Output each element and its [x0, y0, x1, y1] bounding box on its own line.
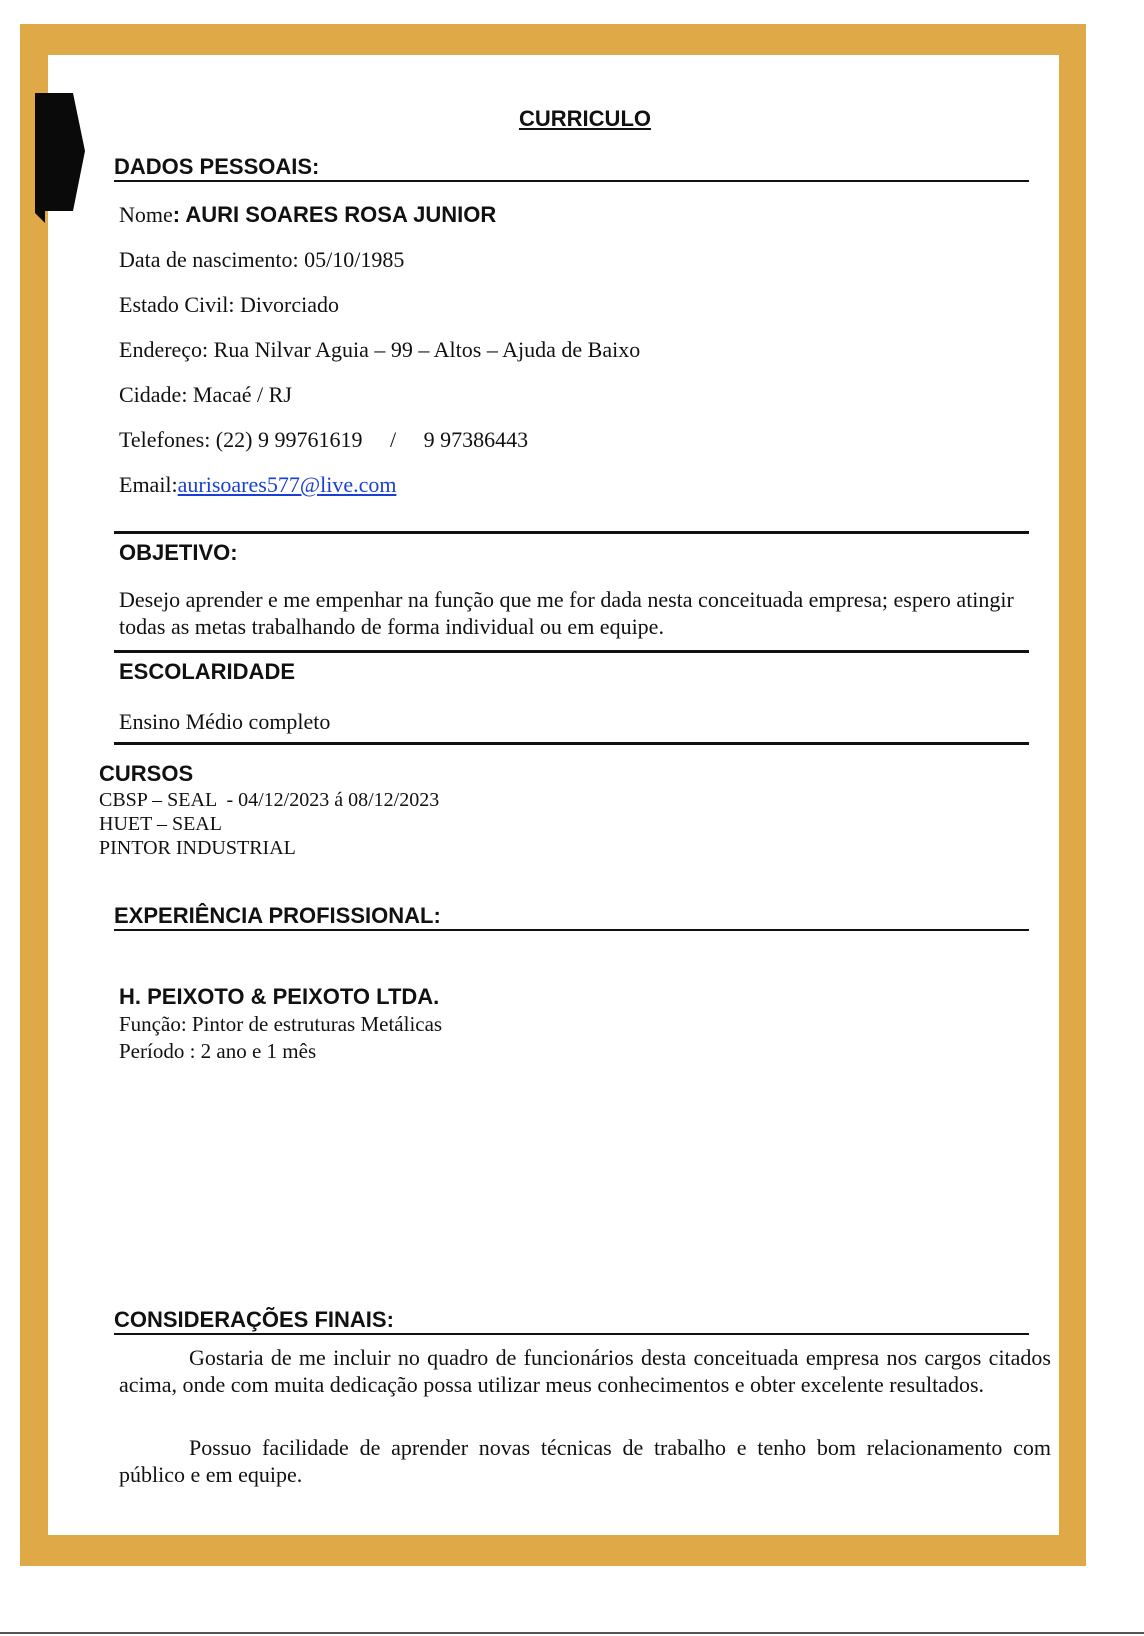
final-paragraph: Gostaria de me incluir no quadro de funcionários desta conceituada empresa nos cargos citados acima, onde com muita dedicação possa utilizar meus conhecimentos e obter excelente resultados.	[119, 1345, 1051, 1397]
course-item: PINTOR INDUSTRIAL	[99, 837, 296, 859]
section-heading-objective: OBJETIVO:	[119, 540, 238, 565]
name-value: : AURI SOARES ROSA JUNIOR	[172, 202, 497, 227]
divider	[114, 742, 1029, 745]
section-heading-education: ESCOLARIDADE	[119, 659, 296, 684]
email-line	[119, 472, 396, 498]
section-heading-experience: EXPERIÊNCIA PROFISSIONAL:	[114, 903, 1029, 931]
email-link[interactable]: aurisoares577@live.com	[177, 472, 397, 497]
divider	[114, 650, 1029, 653]
objective-text: Desejo aprender e me empenhar na função que me for dada nesta conceituada empresa; espero atingir todas as metas trabalhando de forma individual ou em equipe.	[119, 587, 1014, 639]
job-role: Função: Pintor de estruturas Metálicas	[119, 1012, 443, 1036]
section-heading-courses: CURSOS	[99, 761, 194, 786]
phones: Telefones: (22) 9 99761619 / 9 97386443	[119, 427, 529, 452]
course-item: HUET – SEAL	[99, 813, 222, 835]
name-line	[119, 202, 496, 228]
name-label: Nome	[119, 202, 173, 227]
job-period: Período : 2 ano e 1 mês	[119, 1039, 317, 1063]
section-heading-final: CONSIDERAÇÕES FINAIS:	[114, 1307, 1029, 1335]
education-text: Ensino Médio completo	[119, 709, 331, 734]
civil-status: Estado Civil: Divorciado	[119, 292, 339, 317]
divider	[114, 531, 1029, 534]
email-label: Email:	[119, 472, 178, 497]
birth-date: Data de nascimento: 05/10/1985	[119, 247, 405, 272]
course-item: CBSP – SEAL - 04/12/2023 á 08/12/2023	[99, 789, 440, 811]
section-heading-personal: DADOS PESSOAIS:	[114, 154, 1029, 182]
page-edge-line	[0, 1632, 1144, 1634]
address: Endereço: Rua Nilvar Aguia – 99 – Altos – Ajuda de Baixo	[119, 337, 641, 362]
company-name: H. PEIXOTO & PEIXOTO LTDA.	[119, 984, 440, 1009]
city: Cidade: Macaé / RJ	[119, 382, 292, 407]
document-title: CURRICULO	[519, 106, 651, 131]
final-paragraph: Possuo facilidade de aprender novas técnicas de trabalho e tenho bom relacionamento com público e em equipe.	[119, 1435, 1051, 1487]
